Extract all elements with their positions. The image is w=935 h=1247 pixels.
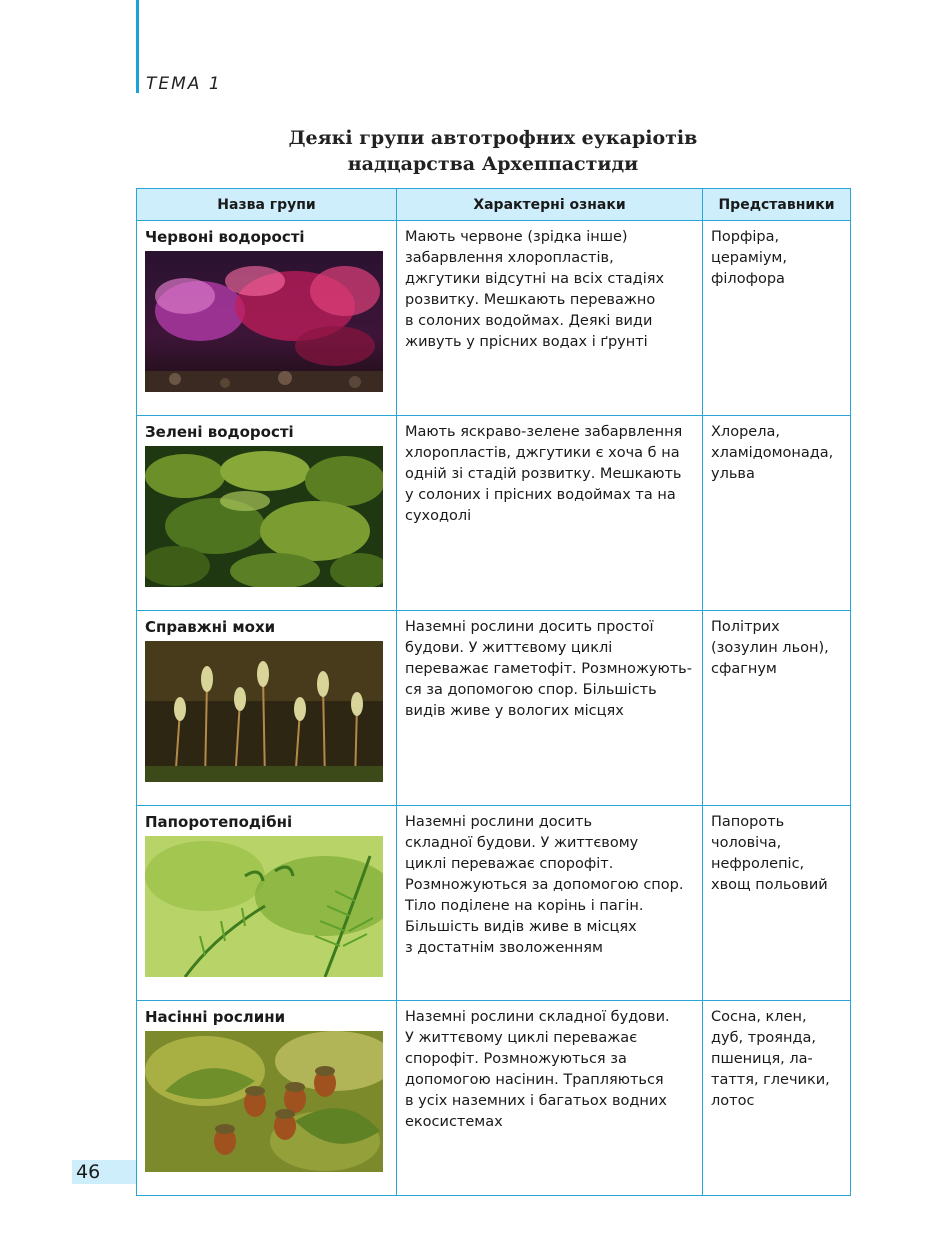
examples-cell: Хлорела, хламідомонада, ульва	[703, 416, 851, 611]
traits-cell: Наземні рослини складної будови. У життєвому циклі переважає спорофіт. Розмножуються за допомогою насінин. Трапляються в усіх наземних і багатьох водних екосистемах	[397, 1001, 703, 1196]
group-name: Червоні водорості	[145, 228, 305, 246]
table-row	[137, 806, 851, 1001]
group-cell	[137, 806, 397, 1001]
table-row	[137, 611, 851, 806]
examples-cell: Сосна, клен, дуб, троянда, пшениця, ла- таття, глечики, лотос	[703, 1001, 851, 1196]
group-cell	[137, 221, 397, 416]
group-cell	[137, 611, 397, 806]
table-title	[136, 125, 850, 177]
group-name: Справжні мохи	[145, 618, 276, 636]
traits-cell: Наземні рослини досить складної будови. У життєвому циклі переважає спорофіт. Розмножуються за допомогою спор. Тіло поділене на корінь і пагін. Більшість видів живе в місцях з достатнім зволоженням	[397, 806, 703, 1001]
fern-photo	[145, 836, 383, 977]
traits-cell: Мають червоне (зрідка інше) забарвлення хлоропластів, джгутики відсутні на всіх стадіях розвитку. Мешкають переважно в солоних водоймах. Деякі види живуть у прісних водах і ґрунті	[397, 221, 703, 416]
group-name: Зелені водорості	[145, 423, 294, 441]
topic-accent-bar	[136, 0, 139, 93]
header-group-name: Назва групи	[137, 189, 397, 221]
examples-cell: Політрих (зозулин льон), сфагнум	[703, 611, 851, 806]
table-header-row	[137, 189, 851, 221]
table-title-line-2: надцарства Археппастиди	[347, 153, 639, 175]
groups-table	[136, 188, 851, 1196]
table-row	[137, 221, 851, 416]
header-traits: Характерні ознаки	[397, 189, 703, 221]
topic-label: ТЕМА 1	[146, 74, 222, 94]
page-number: 46	[72, 1160, 136, 1184]
green-algae-photo	[145, 446, 383, 587]
table-row	[137, 1001, 851, 1196]
traits-cell: Мають яскраво-зелене забарвлення хлоропластів, джгутики є хоча б на одній зі стадій розвитку. Мешкають у солоних і прісних водоймах та на суходолі	[397, 416, 703, 611]
examples-cell: Порфіра, цераміум, філофора	[703, 221, 851, 416]
group-name: Папоротеподібні	[145, 813, 293, 831]
moss-photo	[145, 641, 383, 782]
group-cell	[137, 1001, 397, 1196]
table-row	[137, 416, 851, 611]
group-name: Насінні рослини	[145, 1008, 286, 1026]
acorn-photo	[145, 1031, 383, 1172]
table-title-line-1: Деякі групи автотрофних еукаріотів	[288, 127, 698, 149]
examples-cell: Папороть чоловіча, нефролепіс, хвощ польовий	[703, 806, 851, 1001]
header-examples: Представники	[703, 189, 851, 221]
traits-cell: Наземні рослини досить простої будови. У життєвому циклі переважає гаметофіт. Розмножують- ся за допомогою спор. Більшість видів живе у вологих місцях	[397, 611, 703, 806]
red-algae-photo	[145, 251, 383, 392]
group-cell	[137, 416, 397, 611]
